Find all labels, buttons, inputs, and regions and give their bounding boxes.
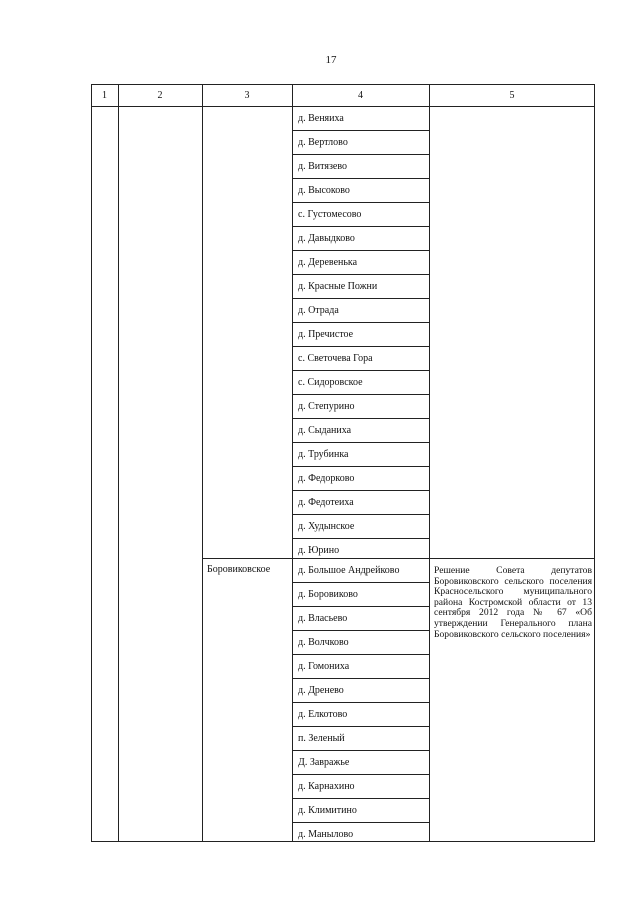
settlement-item: д. Гомониха bbox=[293, 655, 429, 679]
settlement-item: д. Карнахино bbox=[293, 775, 429, 799]
header-col-2: 2 bbox=[157, 90, 163, 101]
header-col-4: 4 bbox=[358, 90, 363, 101]
settlement-item: д. Федорково bbox=[293, 467, 429, 491]
settlement-item: д. Пречистое bbox=[293, 323, 429, 347]
settlement-item: с. Густомесово bbox=[293, 203, 429, 227]
district-name: Боровиковское bbox=[207, 564, 271, 575]
settlement-item: д. Сыданиха bbox=[293, 419, 429, 443]
settlement-item: д. Отрада bbox=[293, 299, 429, 323]
settlement-item: д. Давыдково bbox=[293, 227, 429, 251]
settlement-item: д. Климитино bbox=[293, 799, 429, 823]
settlement-item: Д. Завражье bbox=[293, 751, 429, 775]
header-col-5: 5 bbox=[509, 90, 515, 101]
settlement-item: д. Степурино bbox=[293, 395, 429, 419]
settlement-item: д. Высоково bbox=[293, 179, 429, 203]
page-number: 17 bbox=[325, 54, 337, 66]
settlement-item: д. Волчково bbox=[293, 631, 429, 655]
settlement-item: д. Дренево bbox=[293, 679, 429, 703]
settlement-item: д. Елкотово bbox=[293, 703, 429, 727]
settlement-item: д. Большое Андрейково bbox=[293, 559, 429, 583]
settlement-item: д. Деревенька bbox=[293, 251, 429, 275]
settlement-item: д. Трубинка bbox=[293, 443, 429, 467]
settlement-list bbox=[293, 107, 429, 563]
decision-text: Решение Совета депутатов Боровиковского сельского поселения Красносельского муниципального района Костромской области от 13 сентября 2012 года № 67 «Об утверждении Генерального плана Боровиковского сельского поселения» bbox=[434, 565, 592, 640]
settlement-item: д. Веняиха bbox=[293, 107, 429, 131]
settlements-table bbox=[91, 84, 595, 842]
settlement-item: д. Федотеиха bbox=[293, 491, 429, 515]
header-col-1: 1 bbox=[102, 90, 107, 101]
settlement-item: с. Светочева Гора bbox=[293, 347, 429, 371]
settlement-item: д. Красные Пожни bbox=[293, 275, 429, 299]
settlement-list bbox=[293, 559, 429, 847]
settlement-item: д. Манылово bbox=[298, 829, 354, 840]
settlement-item: д. Худынское bbox=[293, 515, 429, 539]
settlement-item: д. Юрино bbox=[298, 545, 340, 556]
header-col-3: 3 bbox=[244, 90, 250, 101]
settlement-item: с. Сидоровское bbox=[293, 371, 429, 395]
settlement-item: д. Боровиково bbox=[293, 583, 429, 607]
settlement-item: п. Зеленый bbox=[293, 727, 429, 751]
settlement-item: д. Вертлово bbox=[293, 131, 429, 155]
settlement-item: д. Власьево bbox=[293, 607, 429, 631]
settlement-item: д. Витязево bbox=[293, 155, 429, 179]
